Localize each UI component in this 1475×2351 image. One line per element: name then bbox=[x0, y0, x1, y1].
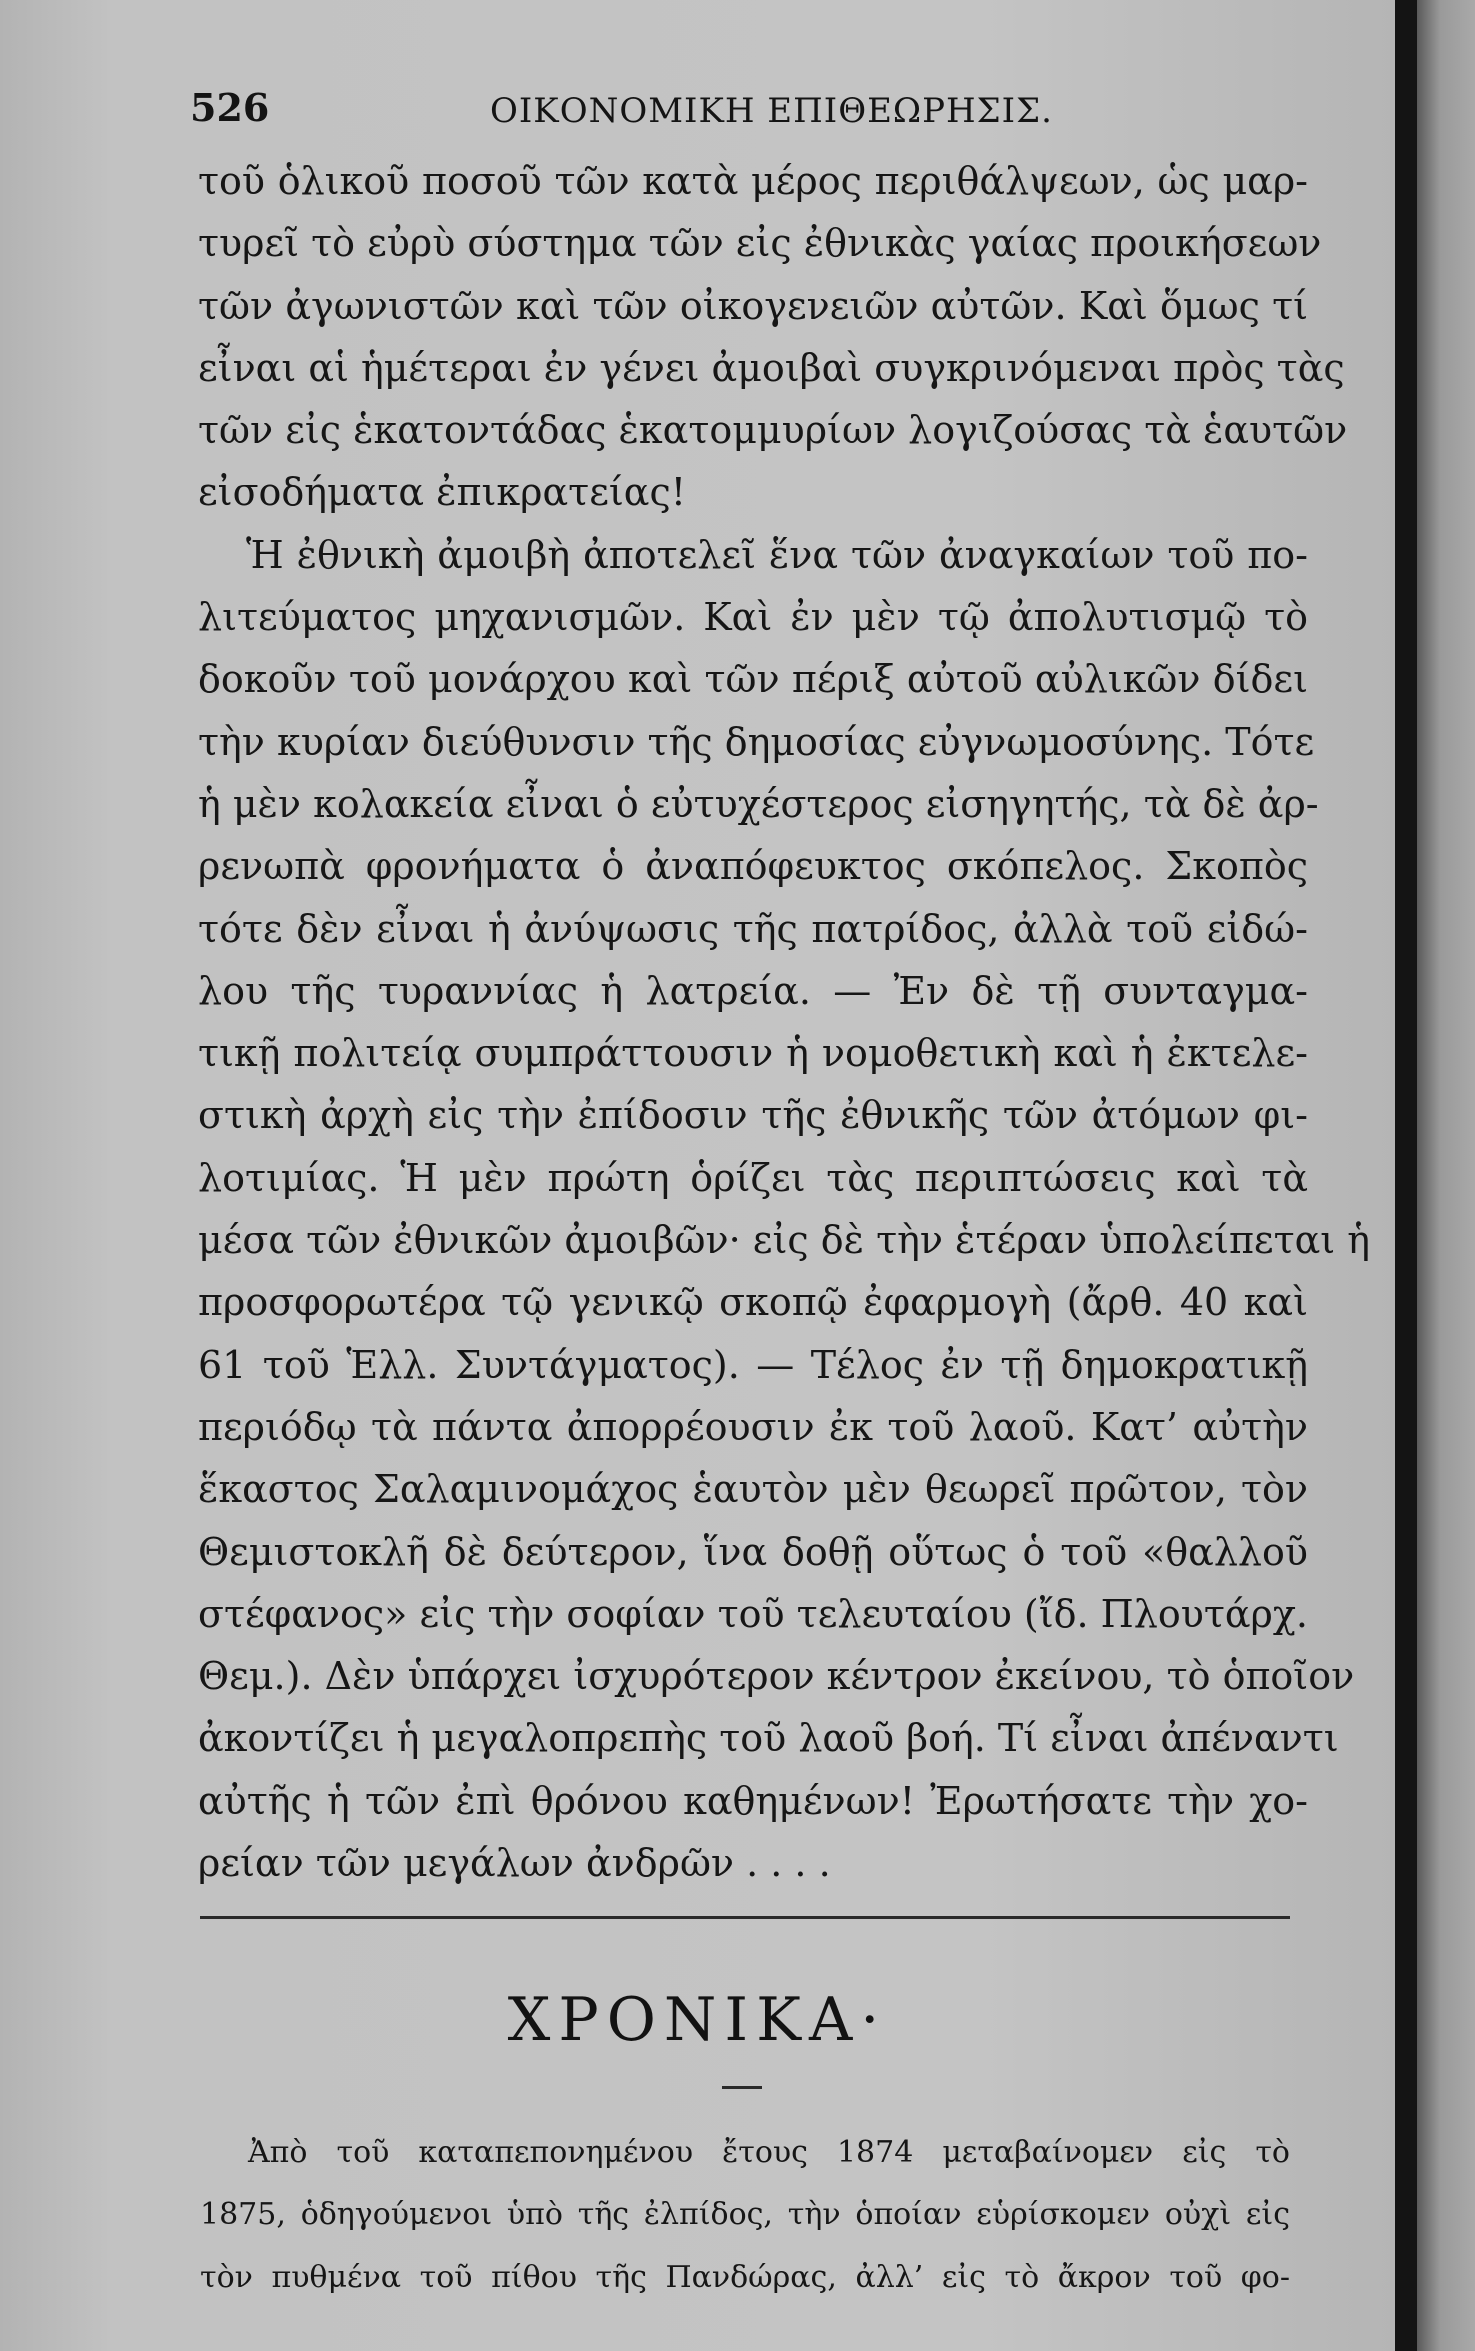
text-line: Ἀπὸ τοῦ καταπεπονημένου ἔτους 1874 μεταβαίνομεν εἰς τὸ bbox=[248, 2135, 1290, 2170]
text-line: 1875, ὁδηγούμενοι ὑπὸ τῆς ἐλπίδος, τὴν ὁποίαν εὑρίσκομεν οὐχὶ εἰς bbox=[200, 2197, 1290, 2233]
body-text bbox=[198, 150, 1371, 1894]
text-line: ρείαν τῶν μεγάλων ἀνδρῶν . . . . bbox=[198, 1841, 831, 1886]
page-edge bbox=[1417, 0, 1475, 2351]
text-line: λοτιμίας. Ἡ μὲν πρώτη ὁρίζει τὰς περιπτώσεις καὶ τὰ bbox=[198, 1155, 1308, 1200]
text-line: ρενωπὰ φρονήματα ὁ ἀναπόφευκτος σκόπελος. Σκοπὸς bbox=[198, 844, 1308, 889]
text-line: περιόδῳ τὰ πάντα ἀπορρέουσιν ἐκ τοῦ λαοῦ. Κατ’ αὐτὴν bbox=[198, 1404, 1308, 1449]
text-line: τικῇ πολιτείᾳ συμπράττουσιν ἡ νομοθετικὴ καὶ ἡ ἐκτελε- bbox=[198, 1031, 1308, 1076]
text-line: Ἡ ἐθνικὴ ἀμοιβὴ ἀποτελεῖ ἕνα τῶν ἀναγκαίων τοῦ πο- bbox=[246, 532, 1308, 577]
binding-gutter bbox=[1395, 0, 1417, 2351]
text-line: στικὴ ἀρχὴ εἰς τὴν ἐπίδοσιν τῆς ἐθνικῆς τῶν ἀτόμων φι- bbox=[198, 1093, 1308, 1138]
text-line: δοκοῦν τοῦ μονάρχου καὶ τῶν πέριξ αὐτοῦ αὐλικῶν δίδει bbox=[198, 657, 1308, 702]
text-line: εἰσοδήματα ἐπικρατείας! bbox=[198, 470, 687, 515]
text-line: στέφανος» εἰς τὴν σοφίαν τοῦ τελευταίου (ἴδ. Πλουτάρχ. bbox=[198, 1591, 1308, 1636]
text-line: τυρεῖ τὸ εὐρὺ σύστημα τῶν εἰς ἐθνικὰς γαίας προικήσεων bbox=[198, 221, 1322, 266]
section-title: ΧΡΟΝΙΚΑ· bbox=[507, 1985, 888, 2055]
text-line: λιτεύματος μηχανισμῶν. Καὶ ἐν μὲν τῷ ἀπολυτισμῷ τὸ bbox=[198, 595, 1308, 640]
text-line: εἶναι αἱ ἡμέτεραι ἐν γένει ἀμοιβαὶ συγκρινόμεναι πρὸς τὰς bbox=[198, 345, 1345, 390]
text-line: Θεμ.). Δὲν ὑπάρχει ἰσχυρότερον κέντρον ἐκείνου, τὸ ὁποῖον bbox=[198, 1654, 1355, 1699]
section-divider bbox=[200, 1916, 1290, 1919]
text-line: μέσα τῶν ἐθνικῶν ἀμοιβῶν· εἰς δὲ τὴν ἑτέραν ὑπολείπεται ἡ bbox=[198, 1218, 1371, 1263]
text-line: ἡ μὲν κολακεία εἶναι ὁ εὐτυχέστερος εἰσηγητής, τὰ δὲ ἀρ- bbox=[198, 781, 1319, 826]
page-number: 526 bbox=[190, 85, 270, 130]
text-line: αὐτῆς ἡ τῶν ἐπὶ θρόνου καθημένων! Ἐρωτήσατε τὴν χο- bbox=[198, 1778, 1308, 1823]
chronicle-text bbox=[200, 2125, 1290, 2312]
text-line: προσφορωτέρα τῷ γενικῷ σκοπῷ ἐφαρμογὴ (ἄρθ. 40 καὶ bbox=[198, 1280, 1308, 1325]
text-line: Θεμιστοκλῆ δὲ δεύτερον, ἵνα δοθῇ οὕτως ὁ τοῦ «θαλλοῦ bbox=[198, 1529, 1308, 1574]
text-line: τοῦ ὁλικοῦ ποσοῦ τῶν κατὰ μέρος περιθάλψεων, ὡς μαρ- bbox=[198, 159, 1308, 203]
text-line: τῶν ἀγωνιστῶν καὶ τῶν οἰκογενειῶν αὐτῶν. Καὶ ὅμως τί bbox=[198, 283, 1308, 328]
title-dash bbox=[722, 2086, 762, 2089]
text-line: 61 τοῦ Ἑλλ. Συντάγματος). — Τέλος ἐν τῇ δημοκρατικῇ bbox=[198, 1342, 1308, 1387]
running-title: ΟΙΚΟΝΟΜΙΚΗ ΕΠΙΘΕΩΡΗΣΙΣ. bbox=[490, 91, 1053, 131]
text-line: τὴν κυρίαν διεύθυνσιν τῆς δημοσίας εὐγνωμοσύνης. Τότε bbox=[198, 719, 1315, 764]
text-line: λου τῆς τυραννίας ἡ λατρεία. — Ἐν δὲ τῇ συνταγμα- bbox=[198, 968, 1308, 1013]
page-header bbox=[190, 85, 1320, 145]
text-line: τῶν εἰς ἑκατοντάδας ἑκατομμυρίων λογιζούσας τὰ ἑαυτῶν bbox=[198, 408, 1348, 453]
text-line: τότε δὲν εἶναι ἡ ἀνύψωσις τῆς πατρίδος, ἀλλὰ τοῦ εἰδώ- bbox=[198, 906, 1308, 951]
text-line: ἕκαστος Σαλαμινομάχος ἑαυτὸν μὲν θεωρεῖ πρῶτον, τὸν bbox=[198, 1467, 1308, 1512]
text-line: τὸν πυθμένα τοῦ πίθου τῆς Πανδώρας, ἀλλ’ εἰς τὸ ἄκρον τοῦ φο- bbox=[200, 2259, 1290, 2295]
text-line: ἀκοντίζει ἡ μεγαλοπρεπὴς τοῦ λαοῦ βοή. Τί εἶναι ἀπέναντι bbox=[198, 1716, 1339, 1761]
